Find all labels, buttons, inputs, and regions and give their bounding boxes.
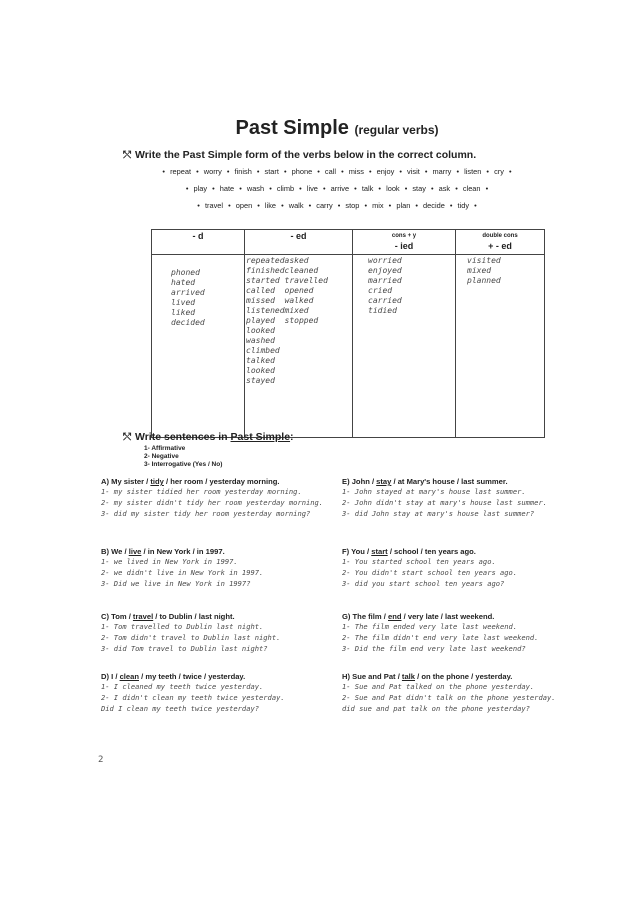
verb-item: stay <box>412 184 426 193</box>
table-entry: visited <box>467 256 501 265</box>
verb-item: clean <box>462 184 481 193</box>
verb-item: mix <box>372 201 384 210</box>
handwritten-answer: 1- You started school ten years ago. <box>342 557 496 566</box>
table-entry: married <box>368 276 402 285</box>
verb-item: play <box>193 184 208 193</box>
table-entry: climbed <box>246 346 280 355</box>
handwritten-answer: 2- we didn't live in New York in 1997. <box>101 568 264 577</box>
handwritten-answer: 3- did John stay at mary's house last summer? <box>342 509 535 518</box>
handwritten-answer: 1- my sister tidied her room yesterday morning. <box>101 487 302 496</box>
verb-item: finish <box>234 167 252 176</box>
handwritten-answer: 1- The film ended very late last weekend. <box>342 622 518 631</box>
exercise-block <box>342 612 587 654</box>
page-title <box>93 117 581 140</box>
table-entry: decided <box>171 318 205 327</box>
table-entry: hated <box>171 278 196 287</box>
col-ed <box>245 255 353 438</box>
exercise-prompt: E) John / stay / at Mary's house / last summer. <box>342 477 508 486</box>
exercise-prompt: C) Tom / travel / to Dublin / last night. <box>101 612 235 621</box>
verb-item: live <box>306 184 318 193</box>
handwritten-answer: 1- we lived in New York in 1997. <box>101 557 238 566</box>
table-entry: asked <box>284 256 309 265</box>
table-entry: repeated <box>246 256 285 265</box>
verb-line: • travel • open • like • walk • carry • stop • mix • plan • decide • tidy • <box>197 201 477 210</box>
verb-item: cry <box>494 167 504 176</box>
page-number: 2 <box>98 755 104 765</box>
verb-item: tidy <box>457 201 470 210</box>
form-negative: 2- Negative <box>144 453 179 460</box>
instruction-2: ⤲ Write sentences in Past Simple: <box>123 431 294 443</box>
col-header-d: - d <box>152 230 245 255</box>
form-interrogative: 3- Interrogative (Yes / No) <box>144 461 223 468</box>
handwritten-answer: 3- did my sister tidy her room yesterday morning? <box>101 509 311 518</box>
handwritten-answer: 2- my sister didn't tidy her room yesterday morning. <box>101 498 324 507</box>
instruction-2-text: Write sentences in <box>135 431 228 443</box>
verb-item: open <box>235 201 253 210</box>
table-entry: finished <box>246 266 285 275</box>
table-entry: carried <box>368 296 402 305</box>
exercise-prompt: D) I / clean / my teeth / twice / yesterday. <box>101 672 246 681</box>
exercise-prompt: A) My sister / tidy / her room / yesterday morning. <box>101 477 280 486</box>
instruction-1-text: Write the Past Simple form of the verbs below in the correct column. <box>135 149 477 161</box>
verb-item: ask <box>438 184 451 193</box>
handwritten-answer: 3- Did the film end very late last weekend? <box>342 644 526 653</box>
handwritten-answer: 2- John didn't stay at mary's house last summer. <box>342 498 547 507</box>
table-entry: talked <box>246 356 275 365</box>
title-main: Past Simple <box>235 117 349 139</box>
col-header-ied: cons + y - ied <box>353 230 456 255</box>
exercise-block <box>342 477 587 519</box>
instruction-1 <box>123 149 476 161</box>
handwritten-answer: 1- Sue and Pat talked on the phone yesterday. <box>342 682 535 691</box>
exercise-prompt: B) We / live / in New York / in 1997. <box>101 547 225 556</box>
verb-item: enjoy <box>376 167 395 176</box>
verb-item: listen <box>464 167 482 176</box>
instruction-2-underlined: Past Simple <box>230 431 291 443</box>
col-ied <box>353 255 456 438</box>
handwritten-answer: 3- did you start school ten years ago? <box>342 579 505 588</box>
table-entry: walked <box>284 296 314 305</box>
verb-item: worry <box>203 167 222 176</box>
arrow-icon: ⤲ <box>123 150 131 161</box>
table-entry: enjoyed <box>368 266 402 275</box>
forms-list <box>144 445 222 469</box>
exercise-block <box>342 672 587 714</box>
table-entry: arrived <box>171 288 205 297</box>
exercise-prompt: H) Sue and Pat / talk / on the phone / yesterday. <box>342 672 513 681</box>
verb-item: marry <box>432 167 452 176</box>
table-entry: travelled <box>284 276 328 285</box>
verb-item: phone <box>291 167 313 176</box>
table-entry: worried <box>368 256 402 265</box>
verb-table <box>151 229 545 438</box>
verb-item: travel <box>204 201 224 210</box>
verb-item: plan <box>396 201 411 210</box>
verb-item: walk <box>288 201 304 210</box>
form-affirmative: 1- Affirmative <box>144 445 186 452</box>
table-entry: planned <box>467 276 501 285</box>
verb-item: visit <box>407 167 420 176</box>
verb-item: call <box>324 167 336 176</box>
verb-item: like <box>264 201 277 210</box>
title-sub: (regular verbs) <box>354 123 439 137</box>
table-entry: washed <box>246 336 275 345</box>
handwritten-answer: 1- Tom travelled to Dublin last night. <box>101 622 264 631</box>
verb-item: repeat <box>170 167 192 176</box>
table-entry: cried <box>368 286 393 295</box>
handwritten-answer: 1- John stayed at mary's house last summer. <box>342 487 526 496</box>
handwritten-answer: 2- Sue and Pat didn't talk on the phone yesterday. <box>342 693 556 702</box>
handwritten-answer: did sue and pat talk on the phone yesterday? <box>342 704 530 713</box>
handwritten-answer: 2- The film didn't end very late last weekend. <box>342 633 539 642</box>
verb-item: arrive <box>330 184 350 193</box>
table-entry: missed <box>246 296 275 305</box>
table-entry: tidied <box>368 306 397 315</box>
table-entry: mixed <box>284 306 309 315</box>
table-entry: played <box>246 316 275 325</box>
table-entry: phoned <box>171 268 200 277</box>
handwritten-answer: 1- I cleaned my teeth twice yesterday. <box>101 682 264 691</box>
table-entry: looked <box>246 326 275 335</box>
exercise-block <box>101 612 346 654</box>
verb-item: stop <box>345 201 360 210</box>
table-entry: liked <box>171 308 196 317</box>
verb-item: climb <box>276 184 295 193</box>
handwritten-answer: 2- Tom didn't travel to Dublin last night. <box>101 633 281 642</box>
col-double <box>456 255 545 438</box>
handwritten-answer: 2- You didn't start school ten years ago. <box>342 568 518 577</box>
table-entry: opened <box>284 286 314 295</box>
handwritten-answer: 2- I didn't clean my teeth twice yesterday. <box>101 693 285 702</box>
table-entry: looked <box>246 366 275 375</box>
table-entry: listened <box>246 306 285 315</box>
table-entry: lived <box>171 298 196 307</box>
table-entry: started <box>246 276 280 285</box>
table-entry: mixed <box>467 266 492 275</box>
verb-item: decide <box>423 201 445 210</box>
handwritten-answer: 3- did Tom travel to Dublin last night? <box>101 644 268 653</box>
handwritten-answer: Did I clean my teeth twice yesterday? <box>101 704 260 713</box>
table-entry: stayed <box>246 376 275 385</box>
exercise-block <box>101 547 346 589</box>
table-entry: called <box>246 286 275 295</box>
col-d <box>152 255 245 438</box>
table-entry: stopped <box>284 316 319 325</box>
verb-item: start <box>264 167 279 176</box>
arrow-icon: ⤲ <box>123 432 131 443</box>
exercise-block <box>101 477 346 519</box>
verb-line: • repeat • worry • finish • start • phone • call • miss • enjoy • visit • marry • listen • cry • <box>162 167 512 176</box>
verb-item: talk <box>361 184 374 193</box>
col-header-ed: - ed <box>245 230 353 255</box>
exercise-block <box>342 547 587 589</box>
exercise-prompt: G) The film / end / very late / last weekend. <box>342 612 495 621</box>
handwritten-answer: 3- Did we live in New York in 1997? <box>101 579 251 588</box>
verb-item: miss <box>348 167 364 176</box>
verb-item: wash <box>246 184 265 193</box>
exercise-prompt: F) You / start / school / ten years ago. <box>342 547 476 556</box>
verb-item: carry <box>316 201 333 210</box>
verb-item: look <box>386 184 400 193</box>
verb-line: • play • hate • wash • climb • live • arrive • talk • look • stay • ask • clean • <box>185 184 489 193</box>
exercise-block <box>101 672 346 714</box>
worksheet <box>93 97 581 783</box>
col-header-double: double cons + - ed <box>456 230 545 255</box>
table-entry: cleaned <box>284 266 319 275</box>
verb-item: hate <box>219 184 235 193</box>
